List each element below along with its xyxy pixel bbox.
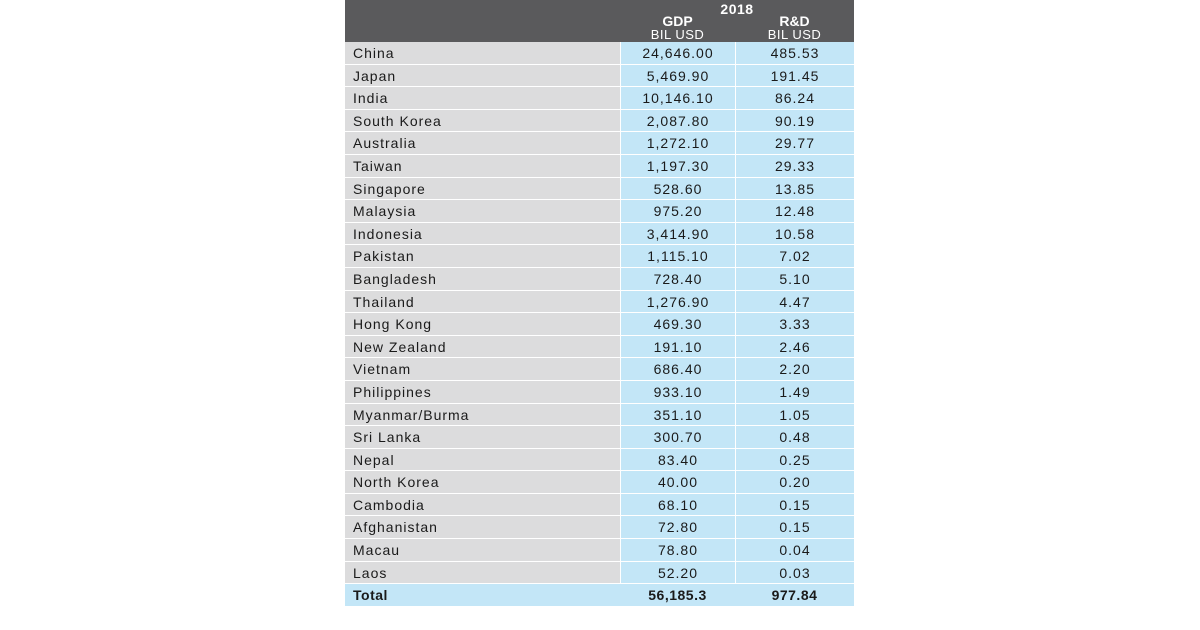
table-row xyxy=(345,87,854,110)
cell-country: Bangladesh xyxy=(345,268,620,290)
cell-gdp: 78.80 xyxy=(620,539,735,561)
table-body xyxy=(345,42,854,607)
table-header xyxy=(345,0,854,42)
header-gdp xyxy=(620,14,735,42)
table-row xyxy=(345,449,854,472)
cell-rd: 191.45 xyxy=(735,65,854,87)
cell-gdp: 24,646.00 xyxy=(620,42,735,64)
cell-rd: 0.03 xyxy=(735,562,854,584)
cell-rd: 12.48 xyxy=(735,200,854,222)
total-rd: 977.84 xyxy=(735,584,854,606)
cell-rd: 485.53 xyxy=(735,42,854,64)
cell-country: Nepal xyxy=(345,449,620,471)
cell-rd: 2.20 xyxy=(735,358,854,380)
cell-country: South Korea xyxy=(345,110,620,132)
table-row xyxy=(345,426,854,449)
cell-gdp: 191.10 xyxy=(620,336,735,358)
table-row xyxy=(345,381,854,404)
cell-gdp: 2,087.80 xyxy=(620,110,735,132)
table-row xyxy=(345,291,854,314)
cell-country: New Zealand xyxy=(345,336,620,358)
cell-gdp: 72.80 xyxy=(620,516,735,538)
cell-country: Taiwan xyxy=(345,155,620,177)
cell-gdp: 3,414.90 xyxy=(620,223,735,245)
cell-rd: 86.24 xyxy=(735,87,854,109)
cell-gdp: 933.10 xyxy=(620,381,735,403)
cell-rd: 0.20 xyxy=(735,471,854,493)
cell-country: Singapore xyxy=(345,178,620,200)
cell-country: Pakistan xyxy=(345,245,620,267)
cell-rd: 7.02 xyxy=(735,245,854,267)
cell-country: Afghanistan xyxy=(345,516,620,538)
cell-rd: 2.46 xyxy=(735,336,854,358)
cell-country: Hong Kong xyxy=(345,313,620,335)
cell-country: Cambodia xyxy=(345,494,620,516)
cell-rd: 3.33 xyxy=(735,313,854,335)
cell-rd: 29.77 xyxy=(735,132,854,154)
cell-country: Japan xyxy=(345,65,620,87)
cell-rd: 0.48 xyxy=(735,426,854,448)
header-rd-name: R&D xyxy=(779,13,810,29)
table-row xyxy=(345,336,854,359)
cell-gdp: 68.10 xyxy=(620,494,735,516)
cell-country: Indonesia xyxy=(345,223,620,245)
cell-rd: 0.04 xyxy=(735,539,854,561)
cell-country: Philippines xyxy=(345,381,620,403)
cell-gdp: 83.40 xyxy=(620,449,735,471)
cell-country: Australia xyxy=(345,132,620,154)
cell-country: Malaysia xyxy=(345,200,620,222)
cell-rd: 0.15 xyxy=(735,494,854,516)
total-gdp: 56,185.3 xyxy=(620,584,735,606)
cell-country: India xyxy=(345,87,620,109)
cell-gdp: 686.40 xyxy=(620,358,735,380)
cell-gdp: 975.20 xyxy=(620,200,735,222)
cell-gdp: 528.60 xyxy=(620,178,735,200)
cell-country: Macau xyxy=(345,539,620,561)
cell-gdp: 728.40 xyxy=(620,268,735,290)
cell-gdp: 40.00 xyxy=(620,471,735,493)
table-row xyxy=(345,178,854,201)
cell-rd: 5.10 xyxy=(735,268,854,290)
table-row xyxy=(345,223,854,246)
cell-rd: 13.85 xyxy=(735,178,854,200)
table-row xyxy=(345,404,854,427)
cell-gdp: 300.70 xyxy=(620,426,735,448)
cell-rd: 4.47 xyxy=(735,291,854,313)
table-row-total xyxy=(345,584,854,607)
header-gdp-unit: BIL USD xyxy=(650,27,705,42)
header-year: 2018 xyxy=(720,1,754,17)
table-row xyxy=(345,42,854,65)
cell-gdp: 1,197.30 xyxy=(620,155,735,177)
cell-gdp: 1,276.90 xyxy=(620,291,735,313)
cell-rd: 0.15 xyxy=(735,516,854,538)
cell-country: Thailand xyxy=(345,291,620,313)
table-row xyxy=(345,155,854,178)
table-row xyxy=(345,110,854,133)
table-row xyxy=(345,494,854,517)
table-row xyxy=(345,268,854,291)
table-row xyxy=(345,245,854,268)
cell-country: Laos xyxy=(345,562,620,584)
header-rd-unit: BIL USD xyxy=(767,27,822,42)
table-row xyxy=(345,471,854,494)
header-rd xyxy=(735,14,854,42)
cell-gdp: 1,272.10 xyxy=(620,132,735,154)
cell-gdp: 52.20 xyxy=(620,562,735,584)
total-label: Total xyxy=(345,584,620,606)
table-row xyxy=(345,313,854,336)
cell-rd: 1.49 xyxy=(735,381,854,403)
table-row xyxy=(345,539,854,562)
cell-country: China xyxy=(345,42,620,64)
header-gdp-name: GDP xyxy=(662,13,693,29)
cell-gdp: 351.10 xyxy=(620,404,735,426)
cell-country: Myanmar/Burma xyxy=(345,404,620,426)
cell-gdp: 10,146.10 xyxy=(620,87,735,109)
table-row xyxy=(345,65,854,88)
cell-gdp: 1,115.10 xyxy=(620,245,735,267)
table-row xyxy=(345,200,854,223)
table-row xyxy=(345,562,854,585)
cell-rd: 1.05 xyxy=(735,404,854,426)
cell-country: Vietnam xyxy=(345,358,620,380)
data-table xyxy=(345,0,854,630)
table-row xyxy=(345,358,854,381)
cell-gdp: 5,469.90 xyxy=(620,65,735,87)
cell-rd: 29.33 xyxy=(735,155,854,177)
cell-gdp: 469.30 xyxy=(620,313,735,335)
cell-country: North Korea xyxy=(345,471,620,493)
table-row xyxy=(345,516,854,539)
cell-rd: 0.25 xyxy=(735,449,854,471)
cell-rd: 90.19 xyxy=(735,110,854,132)
cell-country: Sri Lanka xyxy=(345,426,620,448)
table-row xyxy=(345,132,854,155)
cell-rd: 10.58 xyxy=(735,223,854,245)
